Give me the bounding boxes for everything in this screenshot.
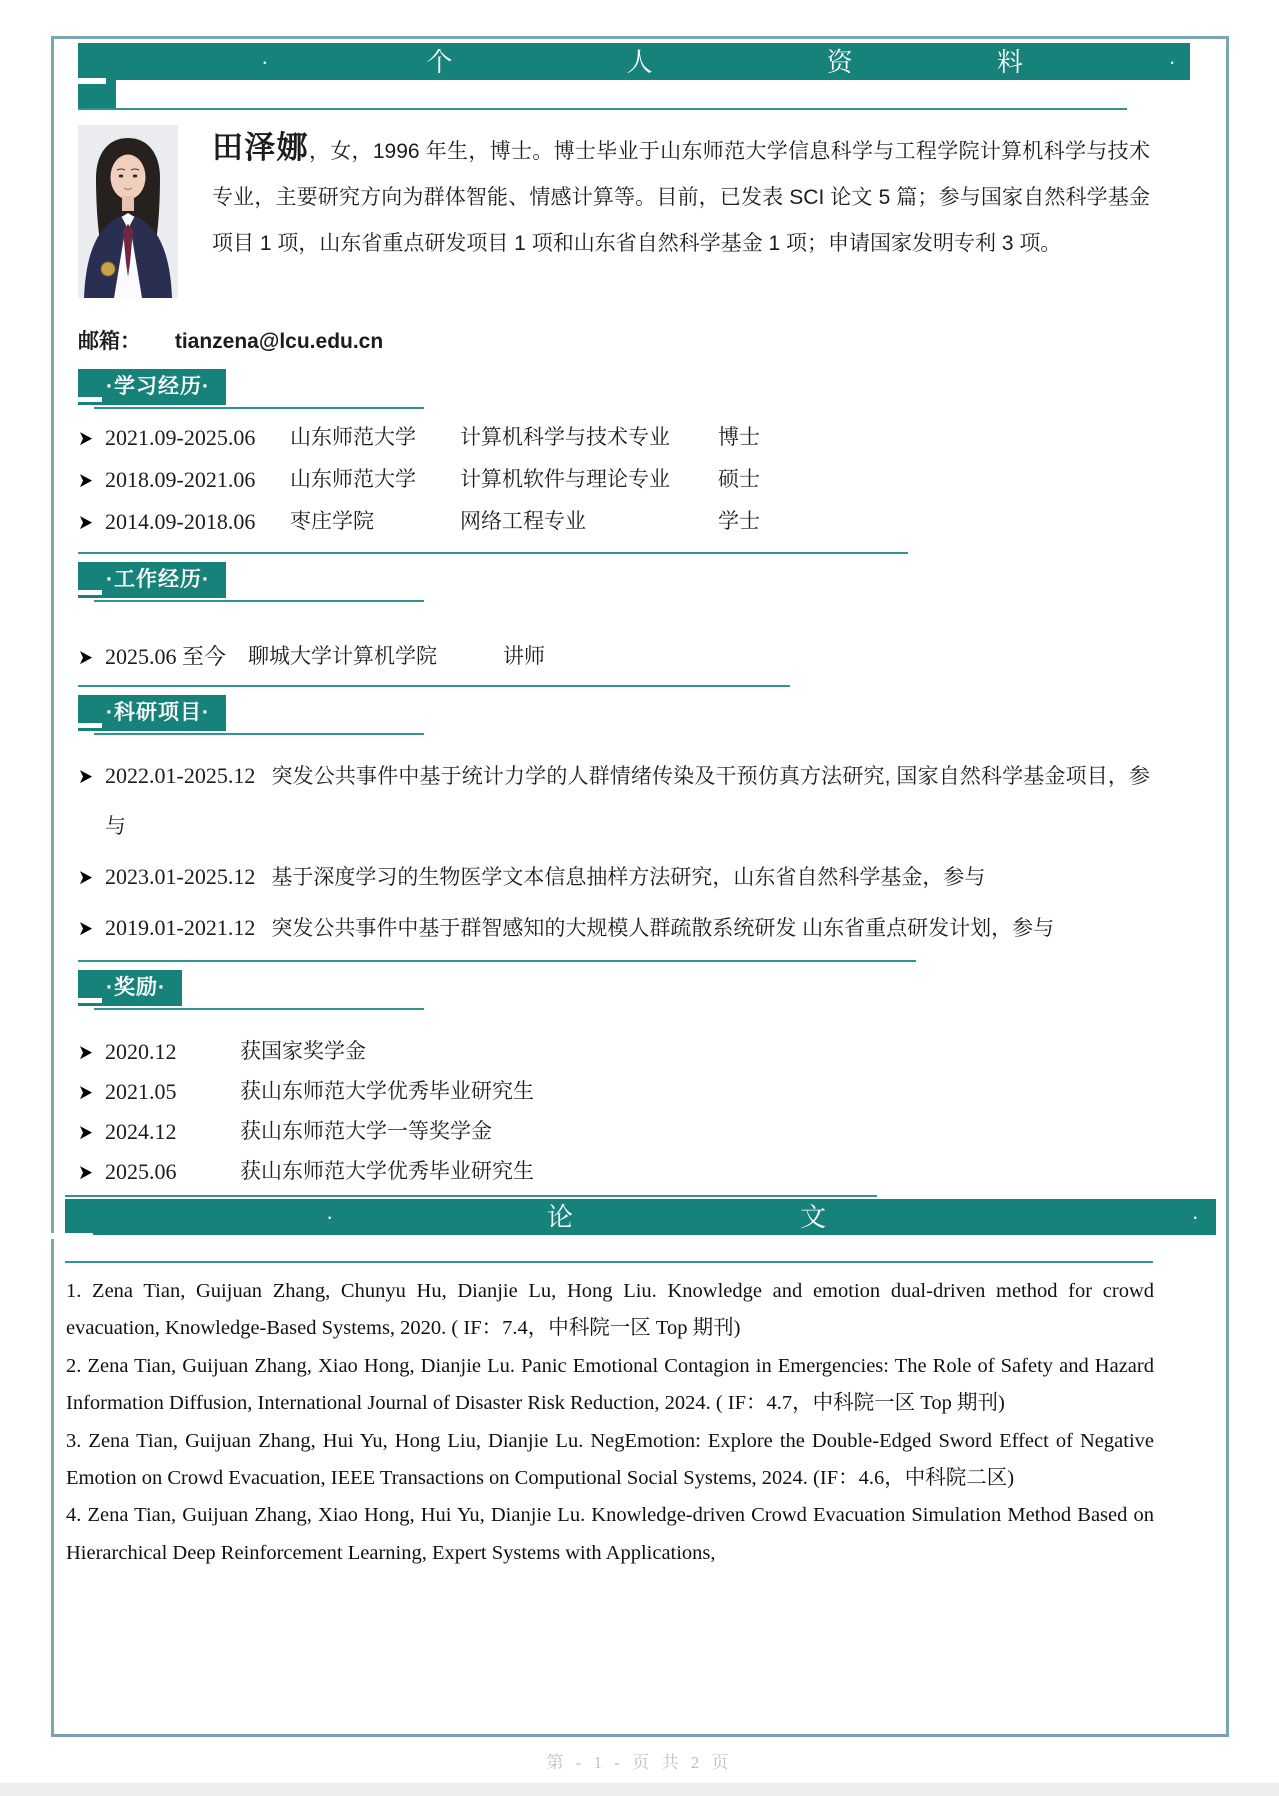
divider-line — [78, 552, 908, 554]
page-footer: 第 - 1 - 页 共 2 页 — [546, 1753, 733, 1772]
divider-line — [78, 960, 916, 962]
section-underline — [94, 600, 424, 602]
work-organization: 聊城大学计算机学院 — [248, 645, 437, 668]
education-major: 计算机科学与技术专业 — [460, 426, 670, 449]
banner-dot: · — [326, 1204, 334, 1229]
arrow-bullet-icon: ➤ — [78, 1160, 94, 1184]
banner-char: 论 — [546, 1202, 573, 1232]
education-degree: 博士 — [718, 426, 760, 449]
arrow-bullet-icon: ➤ — [78, 426, 94, 450]
education-major: 网络工程专业 — [460, 510, 586, 533]
banner-char: 料 — [996, 46, 1023, 77]
work-section-header — [78, 562, 1226, 598]
education-list — [78, 417, 1226, 543]
arrow-bullet-icon: ➤ — [78, 1040, 94, 1064]
arrow-bullet-icon: ➤ — [78, 510, 94, 534]
banner-dot: · — [1168, 48, 1176, 74]
banner-char: 文 — [800, 1202, 827, 1232]
award-row — [78, 1152, 1226, 1192]
banner-char: 人 — [626, 46, 653, 77]
profile-intro-text: ，女，1996 年生，博士。博士毕业于山东师范大学信息科学与工程学院计算机科学与技术专业，主要研究方向为群体智能、情感计算等。目前，已发表 SCI 论文 5 篇；参与国家自然科学基金项目 1 项，山东省重点研发项目 1 项和山东省自然科学基金 1 项；申请国家发明专利 3 项。 — [212, 140, 1150, 255]
project-description: 突发公共事件中基于统计力学的人群情绪传染及干预仿真方法研究, 国家自然科学基金项目，参与 — [105, 765, 1150, 838]
arrow-bullet-icon: ➤ — [78, 1120, 94, 1144]
arrow-bullet-icon: ➤ — [78, 468, 94, 492]
email-line — [78, 325, 1226, 357]
arrow-bullet-icon: ➤ — [78, 645, 94, 669]
education-section-title: ·学习经历· — [78, 369, 226, 405]
awards-section-title: ·奖励· — [78, 970, 182, 1006]
publication-item: 3. Zena Tian, Guijuan Zhang, Hui Yu, Hong Liu, Dianjie Lu. NegEmotion: Explore the Double-Edged Sword Effect of Negative Emotion on Crowd Evacuation, IEEE Transactions on Computional Social Systems, 2024. (IF：4.6，中科院二区) — [66, 1429, 1154, 1490]
award-row — [78, 1112, 1226, 1152]
project-row — [78, 852, 1150, 903]
banner-char: 个 — [426, 46, 453, 77]
arrow-bullet-icon: ➤ — [78, 916, 94, 940]
award-period: 2025.06 — [105, 1159, 177, 1184]
section-underline — [94, 407, 424, 409]
banner-dot: · — [1191, 1204, 1199, 1229]
work-row — [78, 636, 1226, 678]
award-period: 2021.05 — [105, 1079, 177, 1104]
arrow-bullet-icon: ➤ — [78, 764, 94, 788]
education-row — [78, 501, 1226, 543]
divider-line — [65, 1195, 877, 1197]
profile-intro — [78, 125, 1150, 267]
publication-item: 1. Zena Tian, Guijuan Zhang, Chunyu Hu, Dianjie Lu, Hong Liu. Knowledge and emotion dual-driven method for crowd evacuation, Knowledge-Based Systems, 2020. ( IF：7.4，中科院一区 Top 期刊) — [66, 1280, 1154, 1340]
award-list — [78, 1032, 1226, 1192]
divider-line — [65, 1261, 1153, 1263]
profile-section — [78, 125, 1150, 311]
section-underline — [94, 733, 424, 735]
work-role: 讲师 — [503, 645, 545, 668]
project-period: 2023.01-2025.12 — [105, 864, 256, 889]
portrait-illustration — [78, 125, 178, 298]
profile-photo — [78, 125, 178, 298]
education-row — [78, 417, 1226, 459]
education-school: 山东师范大学 — [290, 468, 416, 491]
arrow-bullet-icon: ➤ — [78, 1080, 94, 1104]
project-period: 2019.01-2021.12 — [105, 915, 256, 940]
education-school: 山东师范大学 — [290, 426, 416, 449]
education-row — [78, 459, 1226, 501]
award-description: 获国家奖学金 — [240, 1040, 366, 1063]
banner-dot: · — [261, 48, 269, 74]
education-period: 2014.09-2018.06 — [105, 509, 256, 534]
education-degree: 学士 — [718, 510, 760, 533]
page-gap-strip — [0, 1783, 1279, 1796]
awards-section-header — [78, 970, 1226, 1006]
research-section-header — [78, 695, 1226, 731]
project-list — [78, 751, 1150, 954]
project-row — [78, 751, 1150, 852]
award-description: 获山东师范大学一等奖学金 — [240, 1120, 492, 1143]
person-name: 田泽娜 — [212, 130, 309, 165]
work-section-title: ·工作经历· — [78, 562, 226, 598]
resume-page — [51, 36, 1229, 1737]
section-underline — [94, 1008, 424, 1010]
email-label: 邮箱： — [78, 330, 141, 353]
award-period: 2024.12 — [105, 1119, 177, 1144]
award-description: 获山东师范大学优秀毕业研究生 — [240, 1160, 534, 1183]
publication-item: 4. Zena Tian, Guijuan Zhang, Xiao Hong, Hui Yu, Dianjie Lu. Knowledge-driven Crowd Evacuation Simulation Method Based on Hierarchical Deep Reinforcement Learning, Expert Systems with Applications, — [66, 1504, 1154, 1564]
banner-step-decoration — [78, 80, 116, 108]
arrow-bullet-icon: ➤ — [78, 865, 94, 889]
education-major: 计算机软件与理论专业 — [460, 468, 670, 491]
award-row — [78, 1032, 1226, 1072]
personal-info-banner — [78, 43, 1190, 80]
publication-list — [66, 1273, 1154, 1572]
project-period: 2022.01-2025.12 — [105, 763, 256, 788]
papers-banner — [65, 1199, 1216, 1235]
award-description: 获山东师范大学优秀毕业研究生 — [240, 1080, 534, 1103]
project-description: 突发公共事件中基于群智感知的大规模人群疏散系统研发 山东省重点研发计划，参与 — [271, 917, 1055, 940]
research-section-title: ·科研项目· — [78, 695, 226, 731]
email-value: tianzena@lcu.edu.cn — [174, 330, 384, 353]
award-row — [78, 1072, 1226, 1112]
education-school: 枣庄学院 — [290, 510, 374, 533]
education-period: 2021.09-2025.06 — [105, 425, 256, 450]
education-section-header — [78, 369, 1226, 405]
publication-item: 2. Zena Tian, Guijuan Zhang, Xiao Hong, Dianjie Lu. Panic Emotional Contagion in Emergencies: The Role of Safety and Hazard Information Diffusion, International Journal of Disaster Risk Reduction, 2024. ( IF：4.7，中科院一区 Top 期刊) — [66, 1354, 1154, 1415]
divider-line — [78, 108, 1127, 110]
education-degree: 硕士 — [718, 468, 760, 491]
work-list — [78, 636, 1226, 678]
project-row — [78, 903, 1150, 954]
banner-char: 资 — [826, 46, 853, 77]
project-description: 基于深度学习的生物医学文本信息抽样方法研究，山东省自然科学基金，参与 — [271, 866, 986, 889]
work-period: 2025.06 至今 — [105, 644, 227, 669]
award-period: 2020.12 — [105, 1039, 177, 1064]
education-period: 2018.09-2021.06 — [105, 467, 256, 492]
divider-line — [78, 685, 790, 687]
